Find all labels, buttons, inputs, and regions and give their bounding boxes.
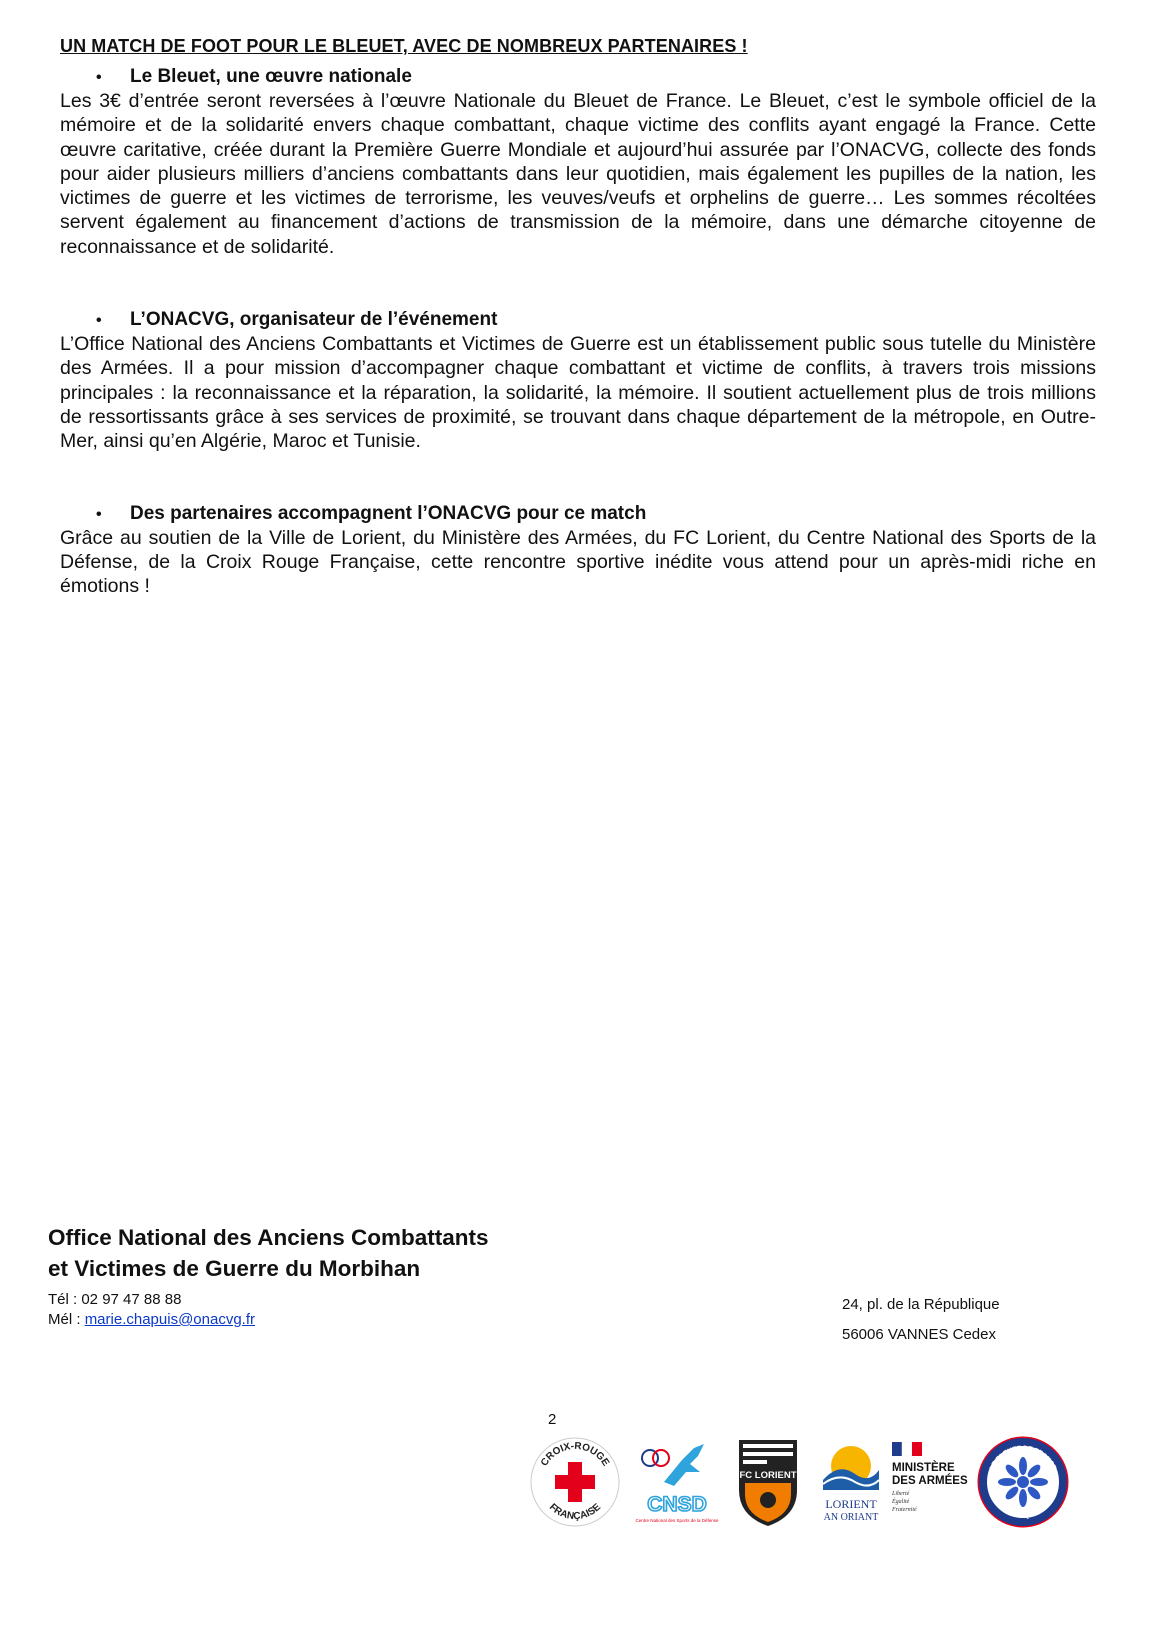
bullet-icon: •: [96, 69, 102, 86]
cnsd-logo: [634, 1438, 720, 1526]
croix-rouge-top-text: CROIX-ROUGE: [538, 1440, 612, 1469]
page-number: 2: [548, 1411, 557, 1428]
page-title: UN MATCH DE FOOT POUR LE BLEUET, AVEC DE NOMBREUX PARTENAIRES !: [60, 36, 748, 56]
ministere-line1: MINISTÈRE: [892, 1462, 955, 1474]
email-label: Mél :: [48, 1311, 85, 1328]
cnsd-text: CNSD: [647, 1493, 707, 1516]
section-heading: [60, 309, 1096, 332]
address-line-1: 24, pl. de la République: [842, 1296, 1000, 1313]
email-link[interactable]: marie.chapuis@onacvg.fr: [84, 1311, 255, 1328]
org-line-2: et Victimes de Guerre du Morbihan: [48, 1256, 421, 1281]
address-block: [842, 1290, 1000, 1350]
ministere-line2: DES ARMÉES: [892, 1475, 968, 1487]
org-line-1: Office National des Anciens Combattants: [48, 1225, 489, 1250]
lorient-breton-text: AN ORIANT: [823, 1512, 879, 1523]
section-heading: [60, 66, 1096, 89]
bullet-icon: •: [96, 312, 102, 330]
marianne-flag-icon: [892, 1442, 902, 1456]
document-body: [60, 36, 1096, 598]
cnsd-subtitle: Centre National des Sports de la Défense: [635, 1518, 719, 1523]
section-paragraph: L’Office National des Anciens Combattants et Victimes de Guerre est un établissement public sous tutelle du Ministère des Armées. Il a pour mission d’accompagner chaque combattant et victime de conflits, à travers trois missions principales : la reconnaissance et la réparation, la solidarité, la mémoire. Il soutient actuellement plus de trois millions de ressortissants grâce à ses services de proximité, se trouvant dans chaque département de la métropole, en Outre-Mer, ainsi qu’en Algérie, Maroc et Tunisie.: [60, 333, 1096, 453]
ministere-armees-logo: [888, 1438, 980, 1522]
fc-lorient-logo: [735, 1436, 801, 1528]
fish-icon: [760, 1492, 776, 1508]
contact-block: [48, 1290, 255, 1330]
section-bleuet: [60, 66, 1096, 259]
bullet-icon: •: [96, 505, 102, 523]
address-line-2: 56006 VANNES Cedex: [842, 1326, 996, 1343]
section-partenaires: [60, 503, 1096, 599]
footer-organization: [48, 1222, 748, 1284]
croix-rouge-bottom-text: FRANÇAISE: [546, 1501, 604, 1523]
bleuet-de-france-logo: [977, 1436, 1069, 1528]
motto-egalite: Égalité: [892, 1499, 910, 1505]
runner-icon: [664, 1444, 704, 1486]
email-row: [48, 1310, 255, 1330]
section-heading-text: Le Bleuet, une œuvre nationale: [130, 66, 412, 87]
motto-liberte: Liberté: [892, 1491, 910, 1497]
croix-rouge-logo: [530, 1432, 620, 1532]
lorient-city-logo: [815, 1440, 885, 1528]
lorient-text: LORIENT: [825, 1497, 877, 1511]
phone-text: Tél : 02 97 47 88 88: [48, 1291, 182, 1308]
partner-logos: [530, 1432, 1130, 1532]
section-heading-text: Des partenaires accompagnent l’ONACVG pour ce match: [130, 502, 647, 524]
motto-fraternite: Fraternité: [892, 1507, 917, 1513]
bleuet-bottom-text: AIDONS CEUX QUI RESTENT: [988, 1493, 1058, 1521]
section-onacvg: [60, 309, 1096, 453]
section-paragraph: Les 3€ d’entrée seront reversées à l’œuvre Nationale du Bleuet de France. Le Bleuet, c’est le symbole officiel de la mémoire et de la solidarité envers chaque combattant, chaque victime des conflits ayant engagé la France. Cette œuvre caritative, créée durant la Première Guerre Mondiale et aujourd’hui assurée par l’ONACVG, collecte des fonds pour aider plusieurs milliers d’anciens combattants dans leur quotidien, mais également les pupilles de la nation, les victimes de guerre et les victimes de terrorisme, les veuves/veufs et orphelins de guerre… Les sommes récoltées servent également au financement d’actions de transmission de la mémoire, dans une démarche citoyenne de reconnaissance et de solidarité.: [60, 90, 1096, 258]
section-heading-text: L’ONACVG, organisateur de l’événement: [130, 309, 498, 331]
section-paragraph: Grâce au soutien de la Ville de Lorient, du Ministère des Armées, du FC Lorient, du Centre National des Sports de la Défense, de la Croix Rouge Française, cette rencontre sportive inédite vous attend pour un après-midi riche en émotions !: [60, 526, 1096, 598]
fc-lorient-text: FC LORIENT: [739, 1470, 797, 1481]
bleuet-top-text: LE BLEUET DE FRANCE: [988, 1444, 1058, 1471]
section-heading: [60, 503, 1096, 526]
